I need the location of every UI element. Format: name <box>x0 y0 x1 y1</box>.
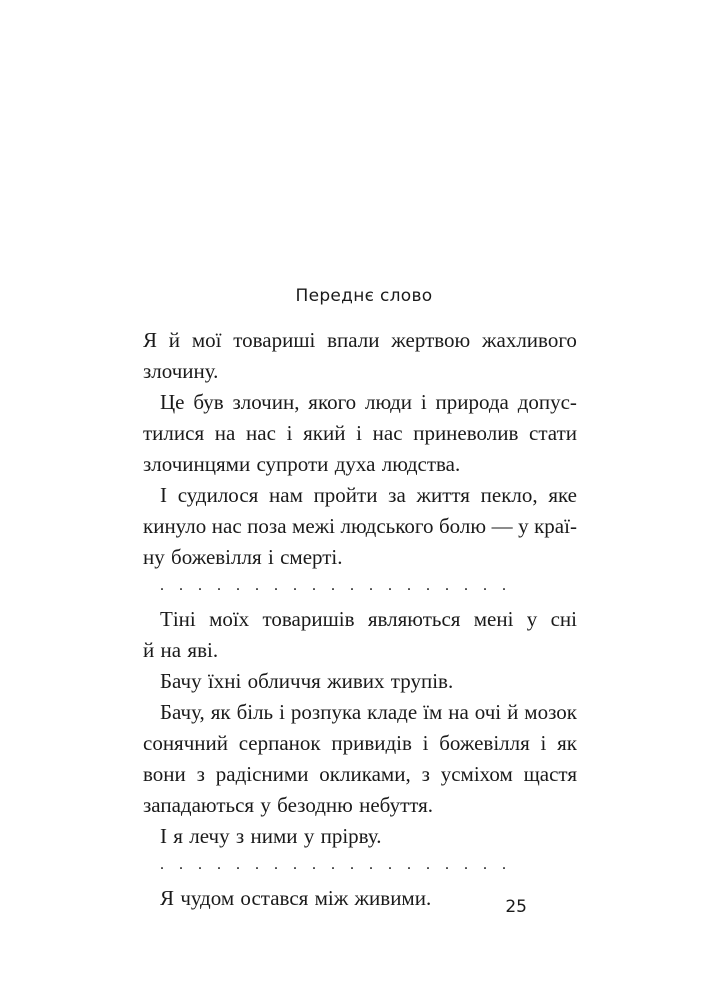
word: біль <box>236 700 274 724</box>
text-line <box>143 542 577 573</box>
word: жертвою <box>391 328 471 352</box>
word: у <box>518 514 529 538</box>
word: трупів. <box>390 669 454 693</box>
paragraph <box>143 325 577 387</box>
text-line <box>143 697 577 728</box>
word: їм <box>423 700 443 724</box>
word: люди <box>364 390 413 414</box>
word: межі <box>292 514 336 538</box>
word: природа <box>435 390 509 414</box>
word: жахливого <box>482 328 577 352</box>
word: живих <box>327 669 385 693</box>
word: радісними <box>215 762 309 786</box>
word: Бачу, <box>160 700 205 724</box>
word: очі <box>474 700 502 724</box>
word: остався <box>240 886 309 910</box>
word: яві. <box>187 638 219 662</box>
word: розпука <box>290 700 362 724</box>
text-line <box>143 449 577 480</box>
word: вони <box>143 762 186 786</box>
word: супроти <box>256 452 329 476</box>
word: божевілля <box>171 545 262 569</box>
word: людства. <box>381 452 461 476</box>
section-separator: . . . . . . . . . . . . . . . . . . . <box>160 856 512 873</box>
word: й <box>143 638 155 662</box>
word: щастя <box>523 762 577 786</box>
word: І <box>160 824 167 848</box>
word: ними <box>250 824 298 848</box>
text-line <box>143 604 577 635</box>
word: являються <box>367 607 461 631</box>
chapter-heading: Переднє слово <box>295 286 433 306</box>
word: і <box>279 700 285 724</box>
word: сні <box>550 607 577 631</box>
word: судилося <box>177 483 259 507</box>
word: їхні <box>207 669 242 693</box>
text-line <box>143 480 577 511</box>
word: і <box>422 731 429 755</box>
word: безодню <box>277 793 353 817</box>
word: на <box>214 421 236 445</box>
word: за <box>388 483 406 507</box>
word: я <box>173 824 183 848</box>
word: ну <box>143 545 165 569</box>
word: як <box>557 731 577 755</box>
body-text <box>143 325 577 914</box>
word: Я <box>143 328 158 352</box>
page-number: 25 <box>505 897 527 917</box>
word: чудом <box>180 886 235 910</box>
word: болю <box>438 514 487 538</box>
word: — <box>491 514 513 538</box>
word: у <box>260 793 271 817</box>
word: лечу <box>189 824 230 848</box>
text-line <box>143 418 577 449</box>
text-line <box>143 635 577 666</box>
word: Тіні <box>160 607 196 631</box>
word: нас <box>372 421 403 445</box>
word: пройти <box>313 483 378 507</box>
word: божевілля <box>439 731 530 755</box>
word: з <box>421 762 430 786</box>
word: нас <box>211 514 242 538</box>
word: як <box>210 700 231 724</box>
word: небуття. <box>359 793 434 817</box>
paragraph <box>143 387 577 480</box>
word: між <box>314 886 349 910</box>
text-line <box>143 356 577 387</box>
word: усміхом <box>440 762 513 786</box>
text-line <box>143 511 577 542</box>
word: нас <box>246 421 276 445</box>
word: смерті. <box>280 545 343 569</box>
word: життя <box>416 483 470 507</box>
word: обличчя <box>247 669 321 693</box>
word: і <box>540 731 547 755</box>
word: з <box>196 762 205 786</box>
text-line <box>143 387 577 418</box>
text-line <box>143 821 577 852</box>
word: кладе <box>367 700 418 724</box>
word: злочин, <box>232 390 300 414</box>
text-line <box>143 325 577 356</box>
word: якого <box>308 390 357 414</box>
word: і <box>420 390 427 414</box>
word: стати <box>529 421 577 445</box>
word: і <box>356 421 362 445</box>
word: і <box>267 545 274 569</box>
paragraph <box>143 697 577 821</box>
paragraph <box>143 604 577 666</box>
paragraph <box>143 666 577 697</box>
word: поза <box>247 514 287 538</box>
word: яке <box>548 483 577 507</box>
text-line <box>143 790 577 821</box>
word: з <box>235 824 245 848</box>
text-line <box>143 728 577 759</box>
word: людського <box>340 514 434 538</box>
text-line <box>143 759 577 790</box>
word: живими. <box>354 886 432 910</box>
word: кинуло <box>143 514 207 538</box>
paragraph <box>143 480 577 573</box>
word: був <box>193 390 224 414</box>
word: краї- <box>534 514 577 538</box>
word: серпанок <box>238 731 321 755</box>
word: у <box>303 824 315 848</box>
section-separator: . . . . . . . . . . . . . . . . . . . <box>160 577 512 594</box>
word: Я <box>160 886 175 910</box>
word: духа <box>334 452 376 476</box>
word: впали <box>327 328 380 352</box>
word: на <box>448 700 469 724</box>
word: мої <box>191 328 222 352</box>
word: товаришів <box>262 607 355 631</box>
word: мозок <box>524 700 577 724</box>
word: сонячний <box>143 731 228 755</box>
word: прірву. <box>320 824 382 848</box>
word: привидів <box>331 731 412 755</box>
word: й <box>507 700 519 724</box>
word: у <box>526 607 538 631</box>
word: допус- <box>517 390 577 414</box>
text-line <box>143 666 577 697</box>
word: товариші <box>233 328 316 352</box>
word: моїх <box>209 607 250 631</box>
word: на <box>160 638 182 662</box>
word: приневолив <box>413 421 519 445</box>
word: тилися <box>143 421 205 445</box>
word: Це <box>160 390 185 414</box>
word: западаються <box>143 793 255 817</box>
word: злочинцями <box>143 452 251 476</box>
word: мені <box>473 607 514 631</box>
paragraph <box>143 821 577 852</box>
word: Бачу <box>160 669 202 693</box>
word: пекло, <box>480 483 538 507</box>
word: й <box>168 328 181 352</box>
word: окликами, <box>319 762 411 786</box>
word: злочину. <box>143 359 219 383</box>
word: і <box>286 421 293 445</box>
word: І <box>160 483 167 507</box>
word: нам <box>269 483 303 507</box>
word: який <box>303 421 346 445</box>
